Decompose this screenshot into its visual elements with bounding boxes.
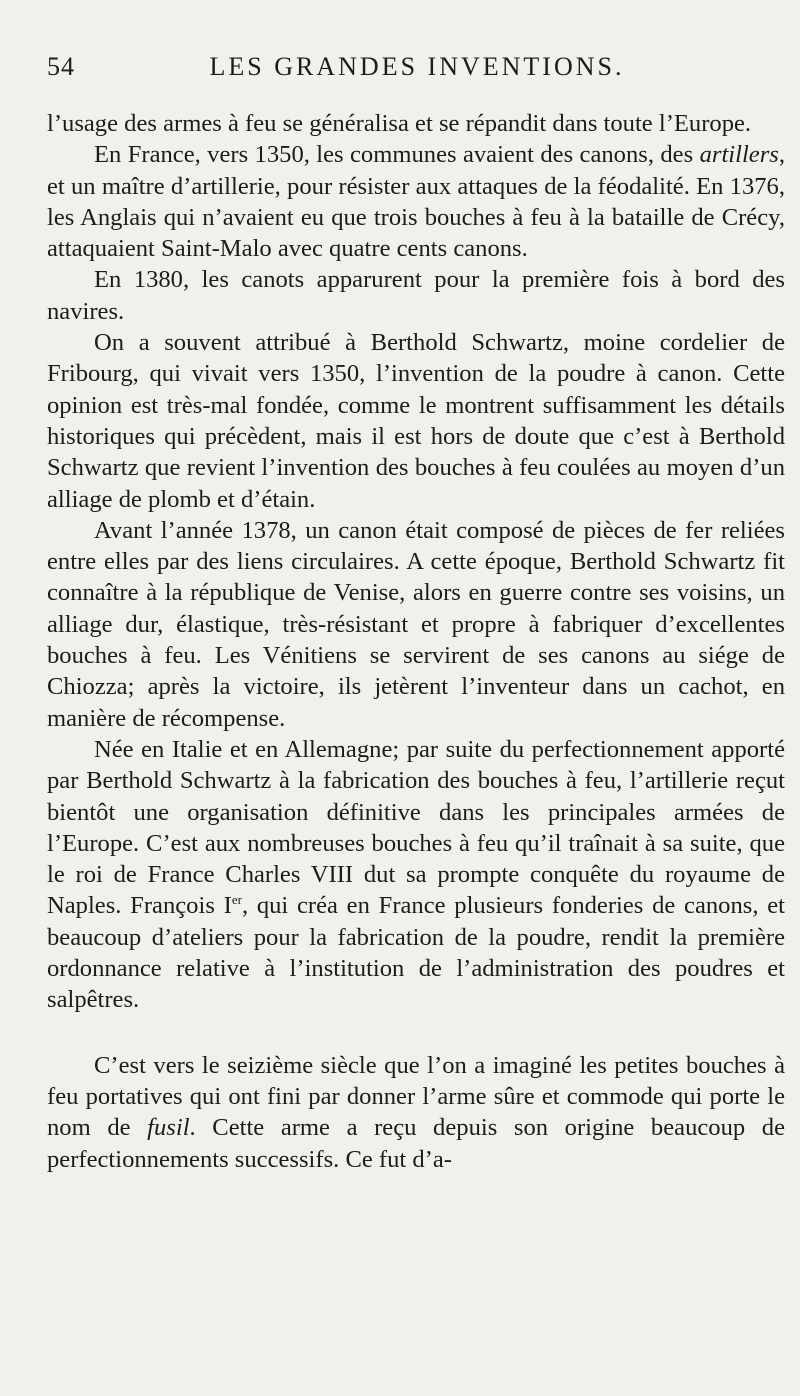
paragraph-7-text-a: C’est vers le seizième siècle que l’on a imaginé les petites bouches à feu portatives qui ont fini par donner l’arme sûre et commode qui porte le nom de — [47, 1051, 785, 1142]
paragraph-7 — [47, 1050, 785, 1175]
paragraph-6-text-a: Née en Italie et en Allemagne; par suite du perfectionnement apporté par Berthold Schwartz à la fabrication des bouches à feu, l’artillerie reçut bientôt une organisation définitive dans les principales armées de l’Europe. C’est aux nombreuses bouches à feu qu’il traînait à sa suite, que le roi de France Charles VIII dut sa prompte conquête du royaume de Naples. François I — [47, 735, 785, 920]
paragraph-5: Avant l’année 1378, un canon était composé de pièces de fer reliées entre elles par des liens circulaires. A cette époque, Berthold Schwartz fit connaître à la république de Venise, alors en guerre contre ses voisins, un alliage dur, élastique, très-résistant et propre à fabriquer d’excellentes bouches à feu. Les Vénitiens se servirent de ses canons au siége de Chiozza; après la victoire, ils jetèrent l’inventeur dans un cachot, en manière de récompense. — [47, 516, 785, 732]
paragraph-2 — [47, 139, 785, 264]
paragraph-1: l’usage des armes à feu se généralisa et se répandit dans toute l’Europe. — [47, 110, 752, 137]
running-head — [47, 52, 787, 92]
running-title: LES GRANDES INVENTIONS. — [209, 52, 625, 81]
paragraph-3: En 1380, les canots apparurent pour la première fois à bord des navires. — [47, 266, 785, 325]
paragraph-7-text-b: . Cette arme a reçu depuis son origine beaucoup de perfectionnements successifs. Ce fut d’a- — [47, 1114, 785, 1173]
paragraph-6-superscript: er — [231, 892, 242, 908]
body-text — [47, 108, 785, 1175]
paragraph-4: On a souvent attribué à Berthold Schwartz, moine cordelier de Fribourg, qui vivait vers 1350, l’invention de la poudre à canon. Cette opinion est très-mal fondée, comme le montrent suffisamment les détails historiques qui précèdent, mais il est hors de doute que c’est à Berthold Schwartz que revient l’invention des bouches à feu coulées au moyen d’un alliage de plomb et d’étain. — [47, 329, 785, 513]
paragraph-7-italic: fusil — [147, 1114, 190, 1142]
page-number: 54 — [47, 52, 75, 81]
paragraph-2-text-b: , et un maître d’artillerie, pour résister aux attaques de la féodalité. En 1376, les Anglais qui n’avaient eu que trois bouches à feu à la bataille de Crécy, attaquaient Saint-Malo avec quatre cents canons. — [47, 141, 785, 263]
paragraph-2-italic: artillers — [699, 141, 779, 169]
paragraph-2-text-a: En France, vers 1350, les communes avaient des canons, des — [94, 141, 700, 169]
paragraph-6-text-b: , qui créa en France plusieurs fonderies de canons, et beaucoup d’ateliers pour la fabrication de la poudre, rendit la première ordonnance relative à l’institution de l’administration des poudres et salpêtres. — [47, 892, 785, 1014]
paragraph-6 — [47, 734, 785, 1016]
